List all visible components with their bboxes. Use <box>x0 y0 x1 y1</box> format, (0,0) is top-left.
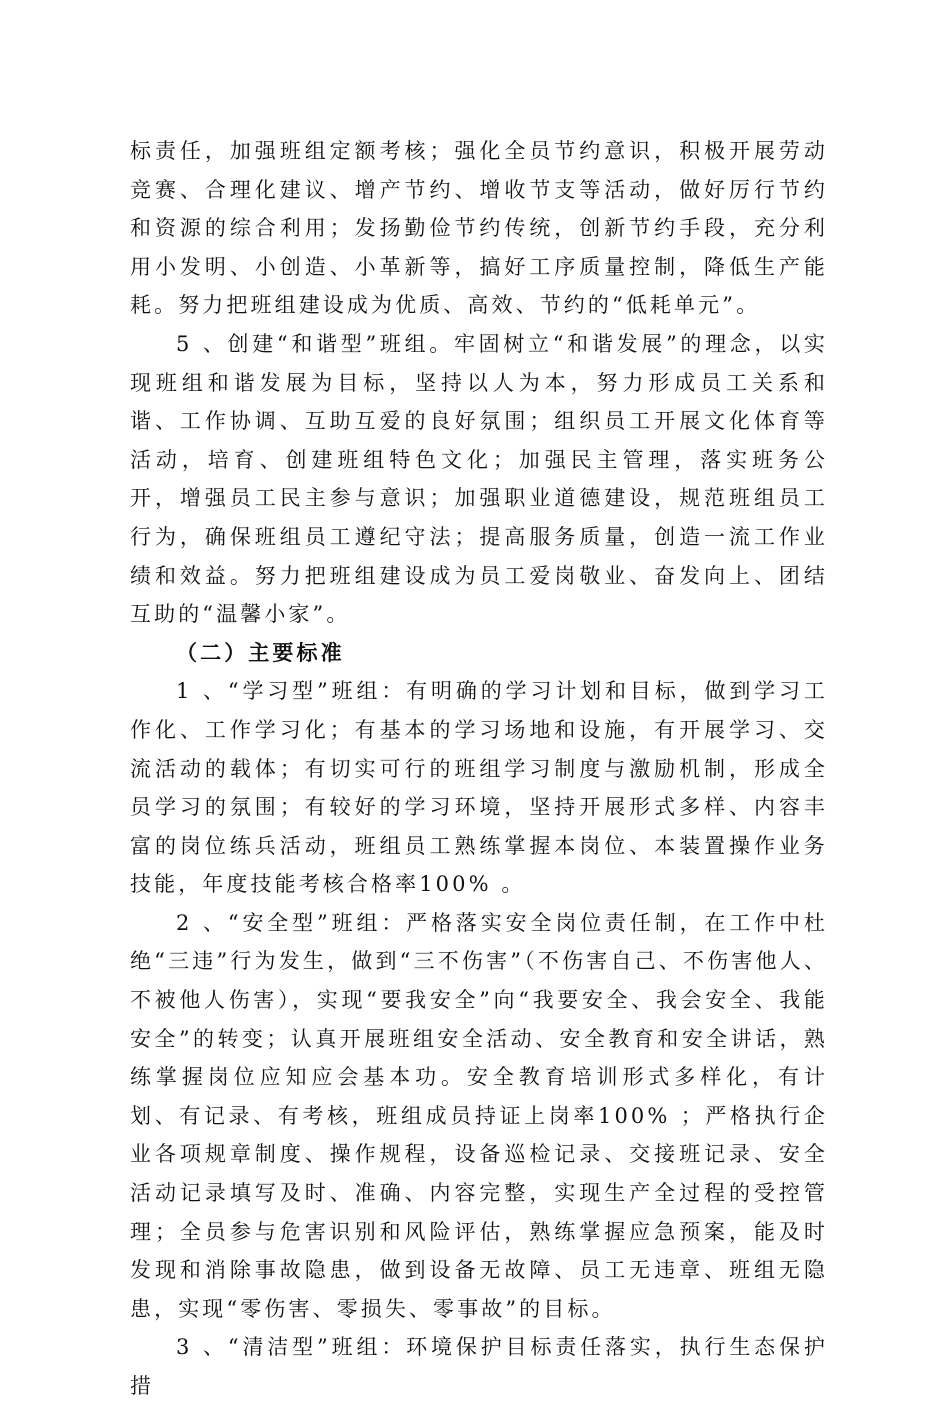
standard-paragraph: 3 、“清洁型”班组：环境保护目标责任落实，执行生态保护措 <box>130 1335 828 1398</box>
document-body <box>130 132 828 1406</box>
standard-paragraph: 1 、“学习型”班组：有明确的学习计划和目标，做到学习工作化、工作学习化；有基本的学习场地和设施，有开展学习、交流活动的载体；有切实可行的班组学习制度与激励机制，形成全员学习的氛围；有较好的学习环境，坚持开展形式多样、内容丰富的岗位练兵活动，班组员工熟练掌握本岗位、本装置操作业务技能，年度技能考核合格率100% 。 <box>130 679 828 897</box>
body-paragraph: 标责任，加强班组定额考核；强化全员节约意识，积极开展劳动竞赛、合理化建议、增产节约、增收节支等活动，做好厉行节约和资源的综合利用；发扬勤俭节约传统，创新节约手段，充分利用小发明、小创造、小革新等，搞好工序质量控制，降低生产能耗。努力把班组建设成为优质、高效、节约的“低耗单元”。 <box>130 139 828 318</box>
section-heading: （二）主要标准 <box>176 639 345 665</box>
body-paragraph: 5 、创建“和谐型”班组。牢固树立“和谐发展”的理念，以实现班组和谐发展为目标，坚持以人为本，努力形成员工关系和谐、工作协调、互助互爱的良好氛围；组织员工开展文化体育等活动，培育、创建班组特色文化；加强民主管理，落实班务公开，增强员工民主参与意识；加强职业道德建设，规范班组员工行为，确保班组员工遵纪守法；提高服务质量，创造一流工作业绩和效益。努力把班组建设成为员工爱岗敬业、奋发向上、团结互助的“温馨小家”。 <box>130 331 828 627</box>
standard-paragraph: 2 、“安全型”班组：严格落实安全岗位责任制，在工作中杜绝“三违”行为发生，做到“三不伤害”（不伤害自己、不伤害他人、不被他人伤害），实现“要我安全”向“我要安全、我会安全、我能安全”的转变；认真开展班组安全活动、安全教育和安全讲话，熟练掌握岗位应知应会基本功。安全教育培训形式多样化，有计划、有记录、有考核，班组成员持证上岗率100% ；严格执行企业各项规章制度、操作规程，设备巡检记录、交接班记录、安全活动记录填写及时、准确、内容完整，实现生产全过程的受控管理；全员参与危害识别和风险评估，熟练掌握应急预案，能及时发现和消除事故隐患，做到设备无故障、员工无违章、班组无隐患，实现“零伤害、零损失、零事故”的目标。 <box>130 910 828 1321</box>
